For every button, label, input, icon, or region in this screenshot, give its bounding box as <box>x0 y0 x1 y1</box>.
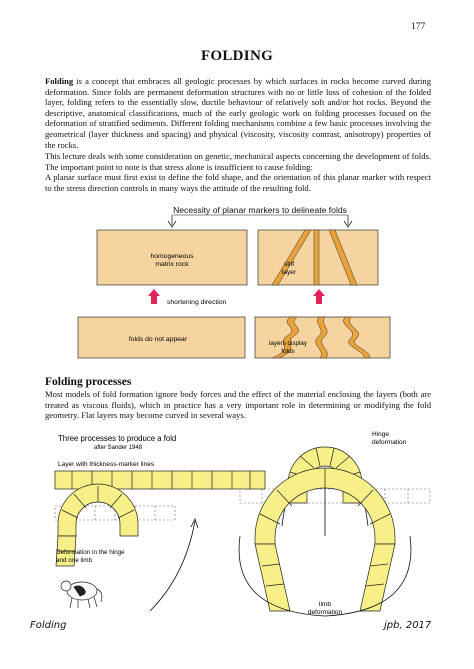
limb-label-1: limb <box>319 601 331 608</box>
hinge-limb-arrow <box>150 521 195 611</box>
cow-icon <box>61 581 102 608</box>
planar-marker-paragraph: A planar surface must first exist to define the fold shape, and the orientation of this planar marker with respect to the stress direction controls in many ways the attitude of the resulting fold. <box>45 172 431 193</box>
processes-paragraph: Most models of fold formation ignore body forces and the effect of the material enclosing the layers (both are treated as viscous fluids), which in practice has a very important role in determining or modifying the fold geometry. Flat layers may become curved in several ways. <box>45 389 431 421</box>
compression-arrow-left <box>148 289 160 304</box>
stiff-label-1: stiff <box>284 261 294 268</box>
shortening-arrow-top <box>168 215 352 227</box>
intro-paragraph <box>45 76 431 150</box>
hinge-limb-label-2: and one limb <box>56 557 93 564</box>
limb-label-2: deformation <box>307 609 343 616</box>
footer-left: Folding <box>30 620 67 631</box>
hinge-label-2: deformation <box>372 439 407 446</box>
figure2-subtitle: after Sander 1948 <box>94 445 143 451</box>
stiff-label-2: layer <box>281 269 297 276</box>
stiff-layer-2 <box>314 230 319 285</box>
folding-term: Folding <box>45 76 74 86</box>
hinge-limb-fold <box>58 484 138 536</box>
intro-paragraph-text: is a concept that embraces all geologic processes by which surfaces in rocks become curved during deformation. Since folds are permanent deformation structures with no or little loss of cohesion of the folded layer, folding refers to the essentially slow, ductile behaviour of relatively soft and/or hot rocks. Beyond the descriptive, anatomical classifications, much of the early geologic work on folding processes focused on the deformation of stratified sediments. Different folding mechanisms combine a few basic processes involving the geometrical (layer thickness and spacing) and physical (viscosity, viscosity contrast, anisotropy) properties of the rocks. <box>45 76 431 150</box>
no-fold-label: folds do not appear <box>128 336 188 343</box>
figure1-title: Necessity of planar markers to delineate folds <box>173 205 347 215</box>
shortening-label: shortening direction <box>167 299 227 306</box>
fold-processes-figure <box>0 426 474 618</box>
footer-right: jpb, 2017 <box>384 620 432 631</box>
compression-arrow-right <box>313 289 325 304</box>
layers-display-label-2: folds <box>281 348 295 355</box>
lecture-paragraph: This lecture deals with some consideration on genetic, mechanical aspects concerning the development of folds. The important point to note is that stress alone is insufficient to cause folding: <box>45 151 431 172</box>
hinge-limb-label-1: Deformation in the hinge <box>56 549 125 556</box>
planar-markers-figure <box>0 200 474 370</box>
layers-display-label-1: layers display <box>268 340 308 347</box>
section-heading: Folding processes <box>45 376 132 388</box>
homogeneous-label-2: matrix rock <box>155 261 189 268</box>
page-title: FOLDING <box>200 48 274 64</box>
hinge-label-1: Hinge <box>372 431 389 438</box>
marker-layer-label: Layer with thickness-marker lines <box>58 461 155 468</box>
homogeneous-label-1: homogeneous <box>150 253 194 260</box>
page-number: 177 <box>411 22 426 32</box>
figure2-title: Three processes to produce a fold <box>58 434 177 443</box>
